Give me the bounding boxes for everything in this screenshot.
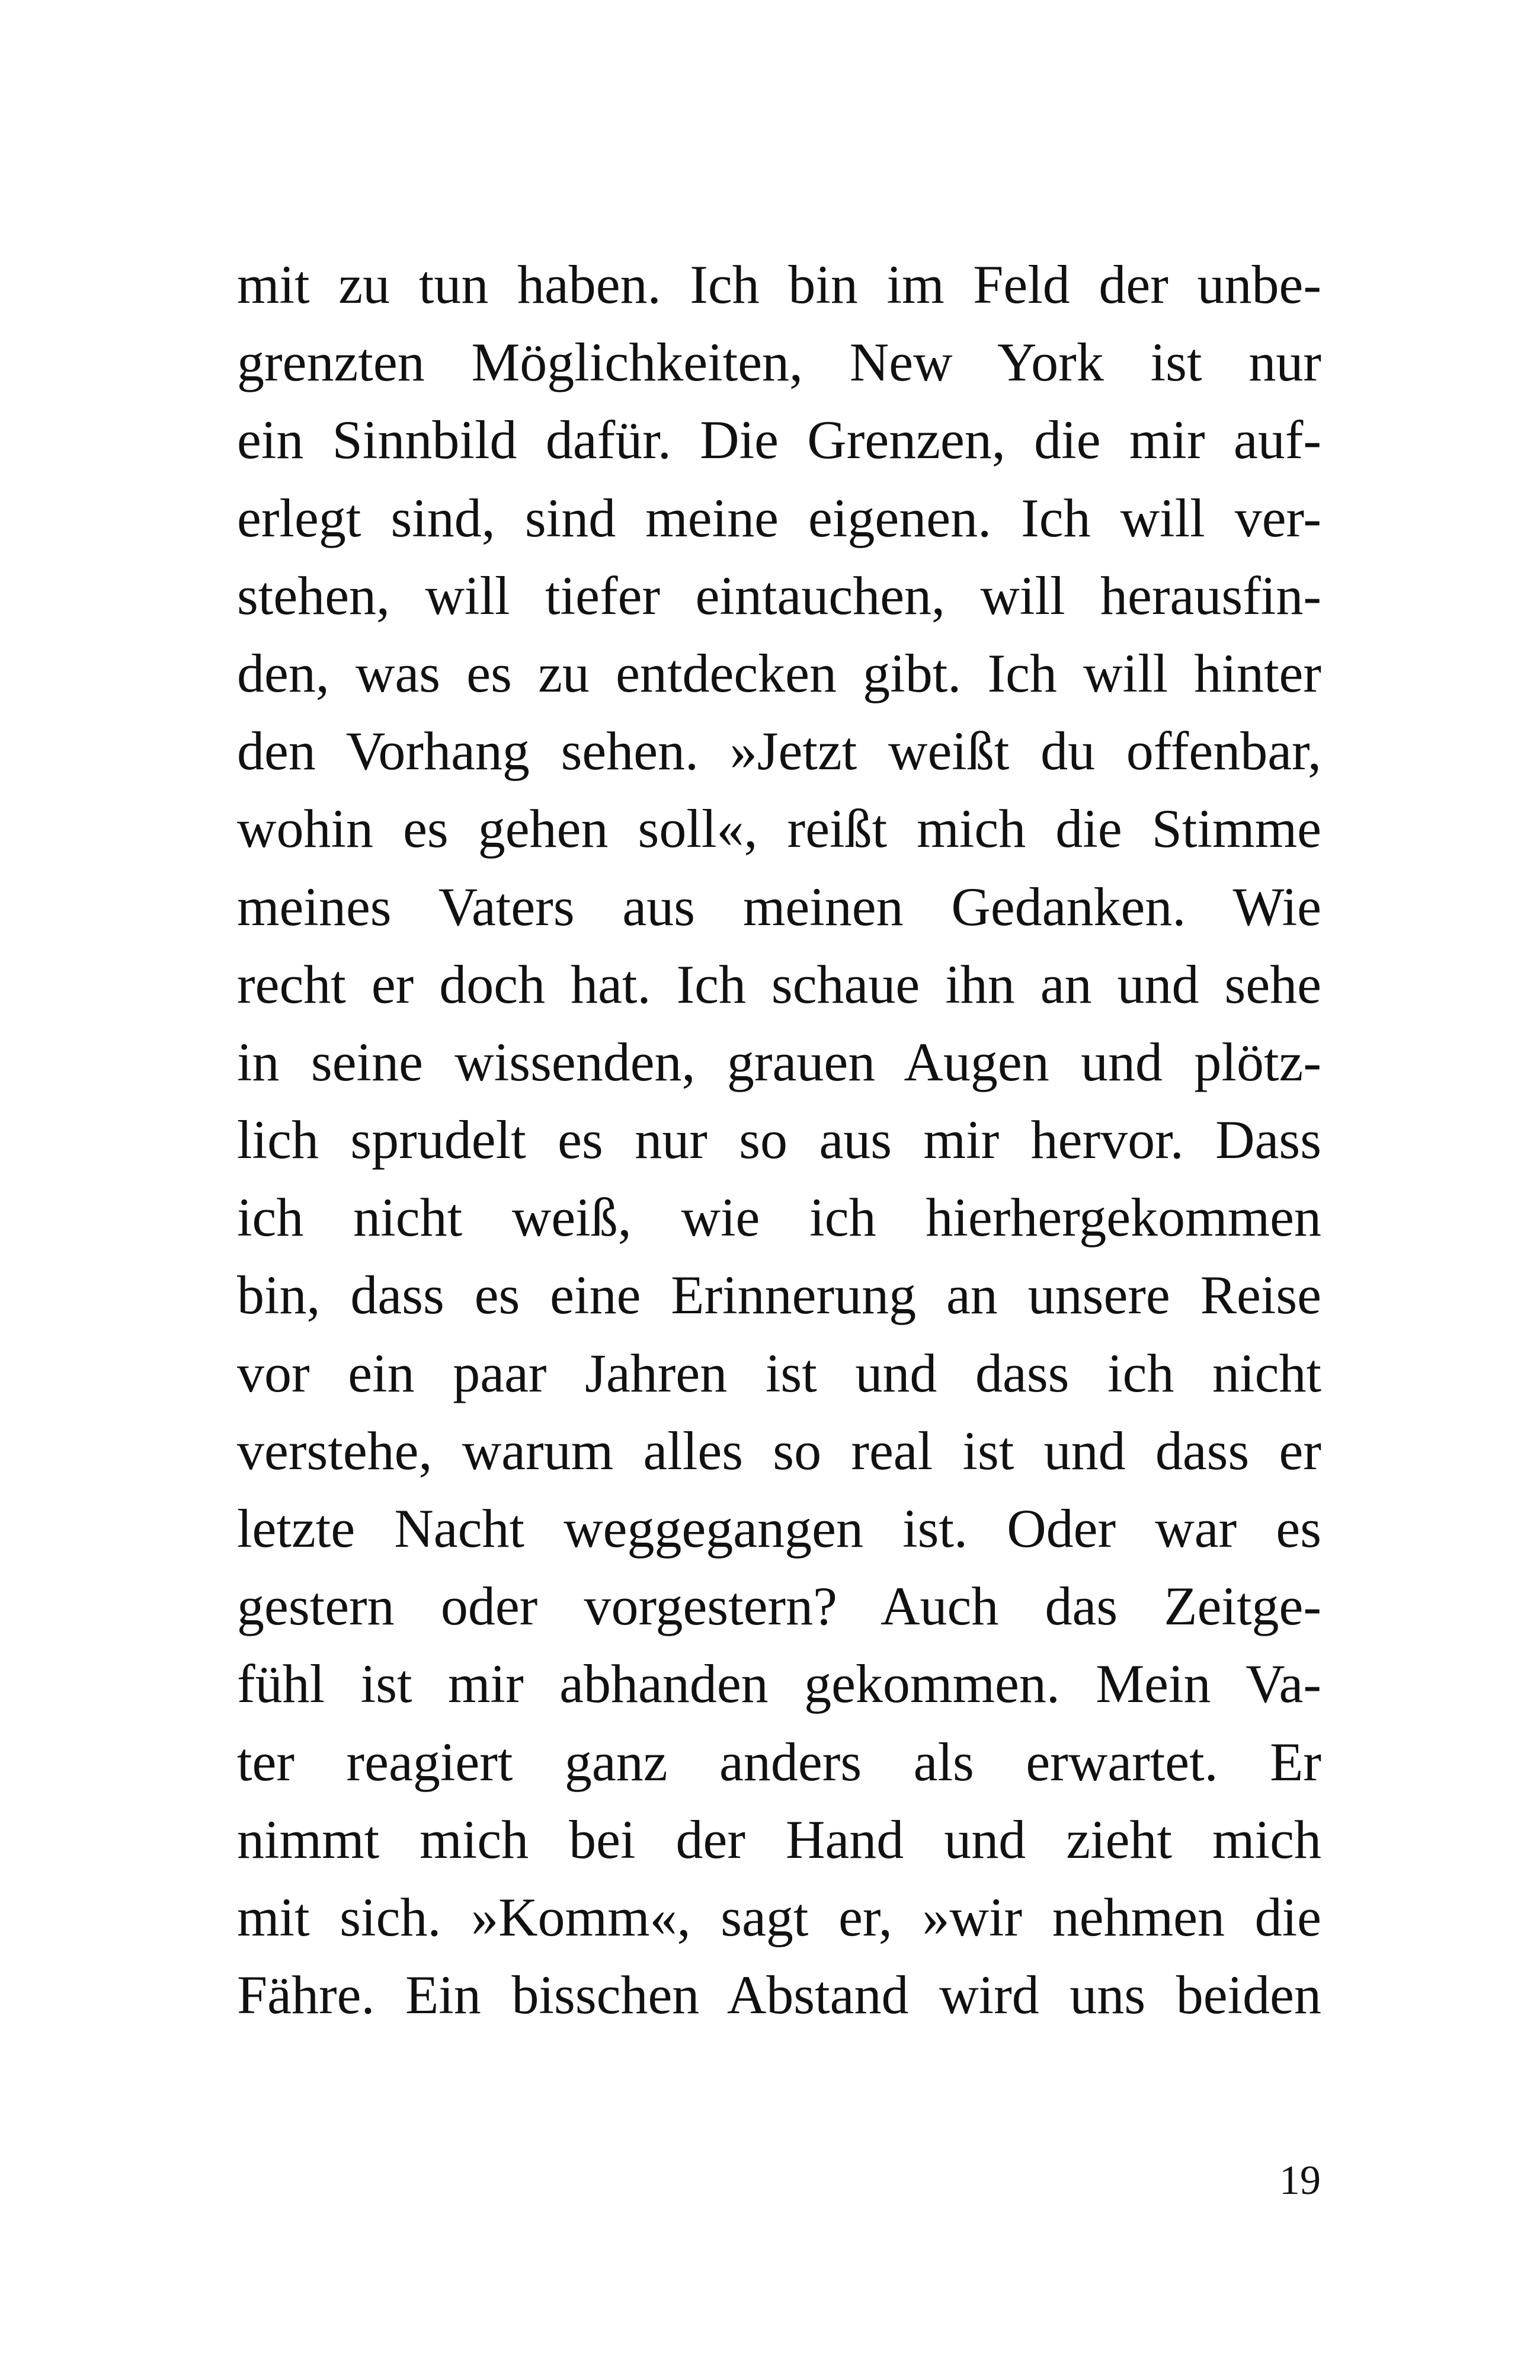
text-line: wohin es gehen soll«, reißt mich die Stimme [237,798,1321,859]
text-line: den, was es zu entdecken gibt. Ich will hinter [237,642,1321,703]
text-line: ter reagiert ganz anders als erwartet. Er [237,1731,1321,1792]
body-text [237,246,1321,2034]
text-line: fühl ist mir abhanden gekommen. Mein Va- [237,1653,1321,1714]
text-line: mit sich. »Komm«, sagt er, »wir nehmen die [237,1886,1321,1947]
text-line: stehen, will tiefer eintauchen, will herausfin- [237,565,1321,626]
text-line: ich nicht weiß, wie ich hierhergekommen [237,1187,1321,1248]
text-line: bin, dass es eine Erinnerung an unsere Reise [237,1265,1321,1326]
text-line: lich sprudelt es nur so aus mir hervor. Dass [237,1109,1321,1170]
text-line: den Vorhang sehen. »Jetzt weißt du offenbar, [237,721,1321,782]
page-number: 19 [1279,2158,1321,2203]
text-line: recht er doch hat. Ich schaue ihn an und sehe [237,954,1321,1015]
text-line: in seine wissenden, grauen Augen und plötz- [237,1031,1321,1092]
text-line: meines Vaters aus meinen Gedanken. Wie [237,876,1321,937]
text-line: grenzten Möglichkeiten, New York ist nur [237,332,1321,393]
text-line: ein Sinnbild dafür. Die Grenzen, die mir auf- [237,410,1321,471]
text-line: nimmt mich bei der Hand und zieht mich [237,1809,1321,1870]
text-line: vor ein paar Jahren ist und dass ich nicht [237,1342,1321,1403]
text-line: Fähre. Ein bisschen Abstand wird uns beiden [237,1965,1321,2026]
text-line: gestern oder vorgestern? Auch das Zeitge- [237,1576,1321,1637]
text-line: mit zu tun haben. Ich bin im Feld der unbe- [237,254,1321,315]
text-line: letzte Nacht weggegangen ist. Oder war es [237,1498,1321,1559]
text-line: erlegt sind, sind meine eigenen. Ich will ver- [237,487,1321,548]
text-line: verstehe, warum alles so real ist und dass er [237,1420,1321,1481]
